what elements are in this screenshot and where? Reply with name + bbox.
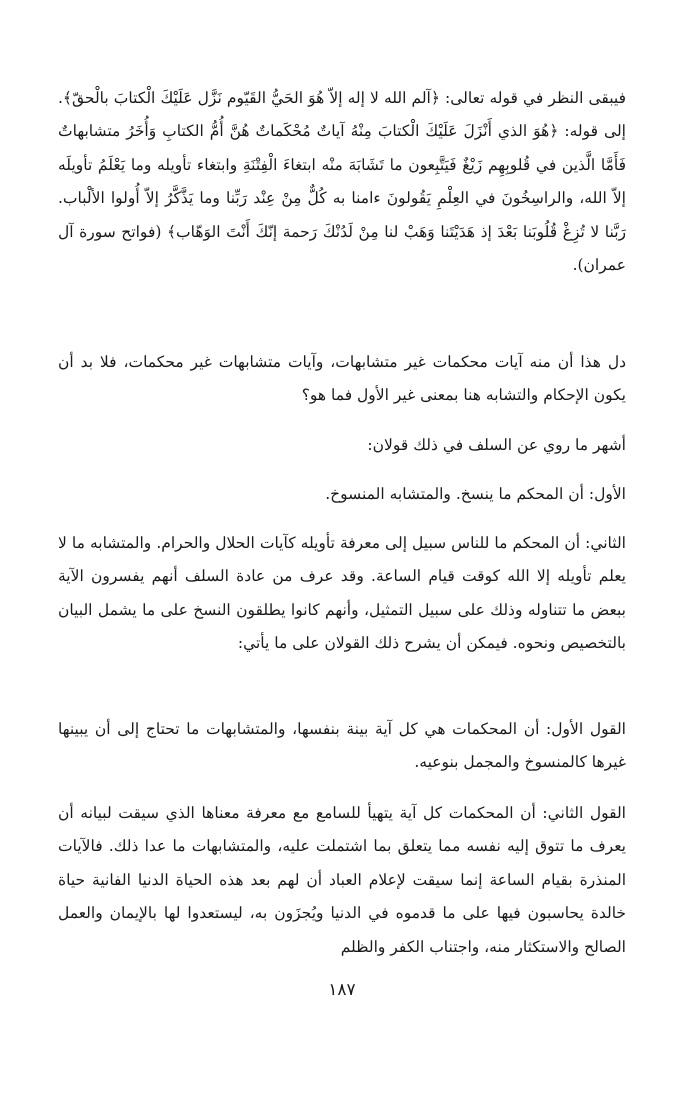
paragraph-quran-verse: فيبقى النظر في قوله تعالى: ﴿آلم الله لا إله إلاّ هُوَ الحَيُّ القَيّوم نَزَّل عَلَيْكَ الْكتابَ بالْحقّ﴾. إلى قوله: ﴿هُوَ الذي أَنْزَلَ عَلَيْكَ الْكتابَ مِنْهُ آياتٌ مُحْكَماتٌ هُنَّ أُمُّ الكتابِ وَأُخَرُ متشابهاتٌ فَأَمَّا الَّذين في قُلوبِهِم زَيْغٌ فَيَتَّبِعون ما تَشَابَهَ منْه ابتغاءَ الْفِتْنَةِ وابتغاء تأويله وما يَعْلَمُ تأويلَه إلاّ الله، والراسِخُونَ في العِلْمِ يَقُولونَ ءامنا به كُلٌّ مِنْ عِنْد رَبِّنا وما يَذَّكَّرُ إلاّ أُولوا الألْباب. رَبَّنا لا تُزِغْ قُلُوبَنا بَعْدَ إذ هَدَيْتَنا وَهَبْ لنا مِنْ لَدُنْكَ رَحمة إنّكَ أَنْتَ الوَهّاب﴾ (فواتح سورة آل عمران). <box>58 88 626 274</box>
paragraph-second-saying: القول الثاني: أن المحكمات كل آية يتهيأ للسامع مع معرفة معناها الذي سيقت لبيانه أن يعرف ما تتوق إليه نفسه مما يتعلق بما اشتملت عليه، والمتشابهات ما عدا ذلك. فالآيات المنذرة بقيام الساعة إنما سيقت لإعلام العباد أن لهم بعد هذه الحياة الدنيا الفانية حياة خالدة يحاسبون فيها على ما قدموه في الدنيا ويُجزَون به، ليستعدوا لها بالإيمان والعمل الصالح والاستكثار منه، واجتناب الكفر والظلم <box>58 803 626 956</box>
paragraph-first-opinion: الأول: أن المحكم ما ينسخ. والمتشابه المنسوخ. <box>325 484 626 503</box>
paragraph-first-saying: القول الأول: أن المحكمات هي كل آية بينة بنفسها، والمتشابهات ما تحتاج إلى أن يبينها غيرها كالمنسوخ والمجمل بنوعيه. <box>58 719 626 771</box>
page-number: ١٨٧ <box>328 980 356 1000</box>
paragraph-two-opinions: أشهر ما روي عن السلف في ذلك قولان: <box>367 435 626 454</box>
paragraph-muhkam-mutashabih: دل هذا أن منه آيات محكمات غير متشابهات، وآيات متشابهات غير محكمات، فلا بد أن يكون الإحكام والتشابه هنا بمعنى غير الأول فما هو؟ <box>58 352 626 404</box>
paragraph-second-opinion: الثاني: أن المحكم ما للناس سبيل إلى معرفة تأويله كآيات الحلال والحرام. والمتشابه ما لا يعلم تأويله إلا الله كوقت قيام الساعة. وقد عرف من عادة السلف أنهم يفسرون الآية ببعض ما تتناوله وذلك على سبيل التمثيل، وأنهم كانوا يطلقون النسخ على ما يشمل البيان بالتخصيص ونحوه. فيمكن أن يشرح ذلك القولان على ما يأتي: <box>58 533 626 652</box>
